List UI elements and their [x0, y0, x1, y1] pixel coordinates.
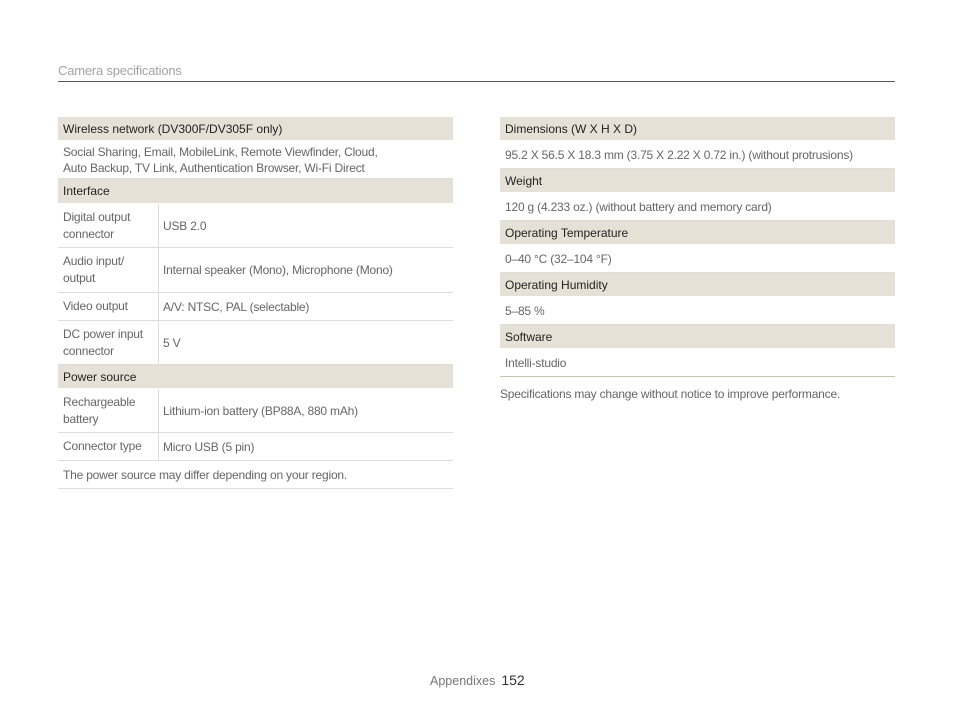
spec-row: [58, 293, 453, 321]
spec-row: [58, 321, 453, 365]
power-source-heading: Power source: [58, 365, 453, 389]
spec-value: Lithium-ion battery (BP88A, 880 mAh): [163, 403, 358, 418]
spec-label-line2: connector: [63, 343, 114, 358]
spec-label: [58, 321, 159, 364]
spec-label-line2: output: [63, 271, 96, 285]
spec-row: [58, 248, 453, 293]
spec-row: [58, 389, 453, 433]
left-spec-column: [58, 117, 453, 489]
wireless-value-line2: Auto Backup, TV Link, Authentication Browser, Wi-Fi Direct: [63, 160, 365, 175]
software-heading: Software: [500, 325, 895, 349]
operating-humidity-value: 5–85 %: [500, 297, 895, 325]
spec-label-line2: battery: [63, 411, 99, 426]
weight-heading: Weight: [500, 169, 895, 193]
wireless-value-line1: Social Sharing, Email, MobileLink, Remote Viewfinder, Cloud,: [63, 144, 378, 159]
power-source-note: The power source may differ depending on your region.: [58, 461, 453, 489]
spec-label: [58, 248, 159, 292]
spec-label-line2: connector: [63, 226, 114, 241]
operating-temperature-value: 0–40 °C (32–104 °F): [500, 245, 895, 273]
spec-label: [58, 204, 159, 247]
page-header: [58, 62, 895, 82]
spec-label-line1: DC power input: [63, 326, 143, 341]
spec-label-line1: Audio input/: [63, 254, 124, 268]
spec-label: Video output: [58, 293, 159, 320]
wireless-heading: Wireless network (DV300F/DV305F only): [58, 117, 453, 141]
spec-value: Internal speaker (Mono), Microphone (Mono): [163, 263, 393, 277]
spec-label: [58, 389, 159, 432]
right-spec-column: [500, 117, 895, 401]
dimensions-value: 95.2 X 56.5 X 18.3 mm (3.75 X 2.22 X 0.72 in.) (without protrusions): [500, 141, 895, 169]
spec-label-line1: Rechargeable: [63, 394, 136, 409]
spec-value: 5 V: [163, 335, 181, 350]
dimensions-heading: Dimensions (W X H X D): [500, 117, 895, 141]
footer-section-label: Appendixes: [430, 674, 496, 688]
spec-label: Connector type: [58, 433, 159, 460]
weight-value: 120 g (4.233 oz.) (without battery and memory card): [500, 193, 895, 221]
specifications-note: Specifications may change without notice to improve performance.: [500, 387, 841, 401]
interface-heading: Interface: [58, 179, 453, 204]
operating-humidity-heading: Operating Humidity: [500, 273, 895, 297]
spec-row: [58, 204, 453, 248]
spec-value: USB 2.0: [163, 218, 207, 233]
software-value: Intelli-studio: [500, 349, 895, 377]
page-number: 152: [501, 672, 525, 688]
wireless-value: [58, 141, 453, 179]
spec-value: A/V: NTSC, PAL (selectable): [163, 299, 310, 314]
page-title: Camera specifications: [58, 63, 182, 78]
operating-temperature-heading: Operating Temperature: [500, 221, 895, 245]
spec-label-line1: Digital output: [63, 209, 131, 224]
spec-row: [58, 433, 453, 461]
spec-value: Micro USB (5 pin): [163, 439, 255, 454]
page-footer: [430, 672, 525, 688]
